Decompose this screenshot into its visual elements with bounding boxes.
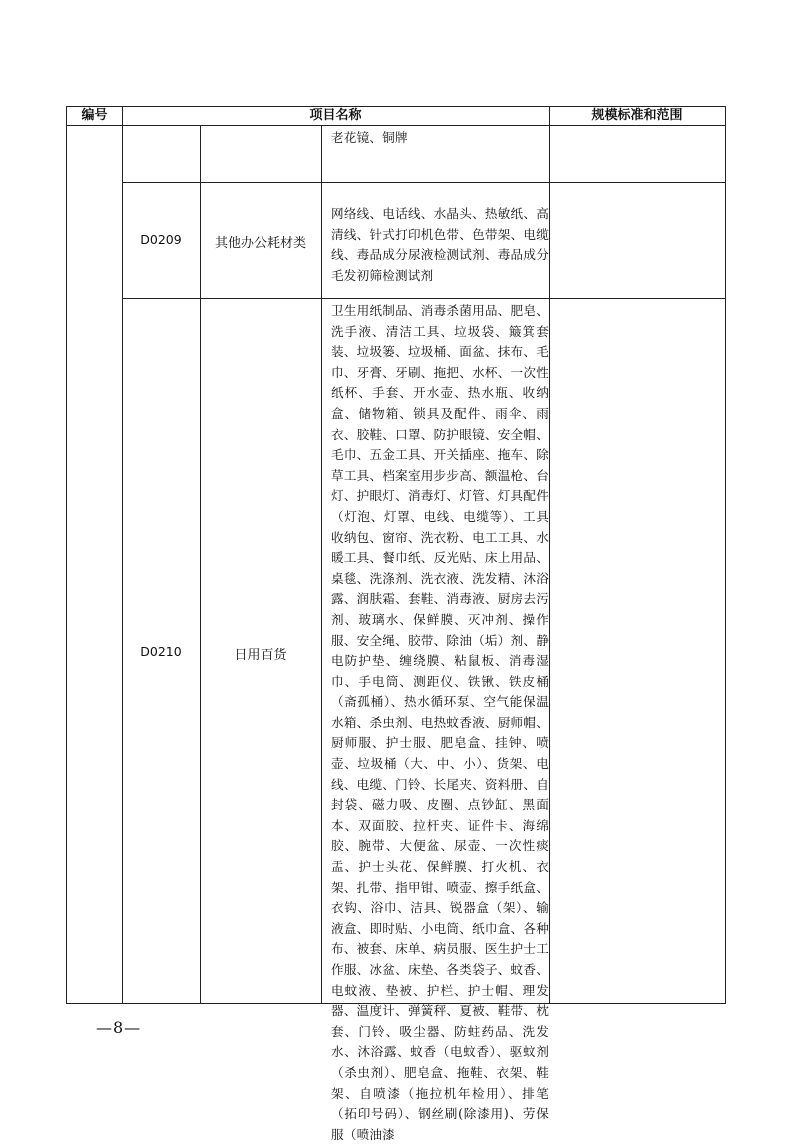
row-description: 老花镜、铜牌 — [331, 130, 408, 145]
header-code: 编号 — [81, 108, 108, 123]
row-code: D0210 — [140, 644, 182, 659]
procurement-table — [66, 106, 726, 1142]
grid-line — [200, 125, 201, 1003]
header-scope: 规模标准和范围 — [591, 108, 683, 123]
page-number: —8— — [96, 1018, 142, 1037]
row-description: 卫生用纸制品、消毒杀菌用品、肥皂、洗手液、清洁工具、垃圾袋、簸箕套装、垃圾篓、垃圾桶、面盆、抹布、毛巾、牙膏、牙刷、拖把、水杯、一次性纸杯、手套、开水壶、热水瓶、收纳盒、储物箱、锁具及配件、雨伞、雨衣、胶鞋、口罩、防护眼镜、安全帽、毛巾、五金工具、开关插座、拖车、除草工具、档案室用步步高、额温枪、台灯、护眼灯、消毒灯、灯管、灯具配件（灯泡、灯罩、电线、电缆等）、工具收纳包、窗帘、洗衣粉、电工工具、水暖工具、餐巾纸、反光贴、床上用品、桌毯、洗涤剂、洗衣液、洗发精、沐浴露、润肤霜、套鞋、消毒液、厨房去污剂、玻璃水、保鲜膜、灭冲剂、操作服、安全绳、胶带、除油（垢）剂、静电防护垫、缠绕膜、粘鼠板、消毒湿巾、手电筒、测距仪、铁锹、铁皮桶（斋孤桶）、热水循环泵、空气能保温水箱、杀虫剂、电热蚊香液、厨师帽、厨师服、护士服、肥皂盒、挂钟、喷壶、垃圾桶（大、中、小）、货架、电线、电缆、门铃、长尾夹、资料册、自封袋、磁力吸、皮圈、点钞缸、黑面本、双面胶、拉杆夹、证件卡、海绵胶、腕带、大便盆、尿壶、一次性痰盂、护士头花、保鲜膜、打火机、衣架、扎带、指甲钳、喷壶、擦手纸盒、衣钩、浴巾、洁具、锐器盒（架）、输液盒、即时贴、小电筒、纸巾盒、各种布、被套、床单、病员服、医生护士工作服、冰盆、床垫、各类袋子、蚊香、电蚊液、垫被、护栏、护士帽、理发器、温度计、弹簧秤、夏被、鞋带、枕套、门铃、吸尘器、防蛀药品、洗发水、沐浴露、蚊香（电蚊香）、驱蚊剂（杀虫剂）、肥皂盒、拖鞋、衣架、鞋架、自喷漆（拖拉机年检用）、排笔（拓印号码）、钢丝刷(除漆用)、劳保服（喷油漆 — [331, 303, 549, 1142]
row-item-name: 其他办公耗材类 — [214, 236, 306, 251]
row-code: D0209 — [140, 232, 182, 247]
row-divider — [122, 298, 725, 299]
grid-line — [549, 107, 550, 1003]
row-divider — [122, 182, 725, 183]
row-item-name: 日用百货 — [234, 648, 287, 663]
grid-line — [321, 125, 322, 1003]
header-item-name: 项目名称 — [309, 108, 362, 123]
table-header — [67, 107, 725, 126]
row-description: 网络线、电话线、水晶头、热敏纸、高清线、针式打印机色带、色带架、电缆线、毒品成分尿液检测试剂、毒品成分毛发初筛检测试剂 — [331, 206, 549, 283]
